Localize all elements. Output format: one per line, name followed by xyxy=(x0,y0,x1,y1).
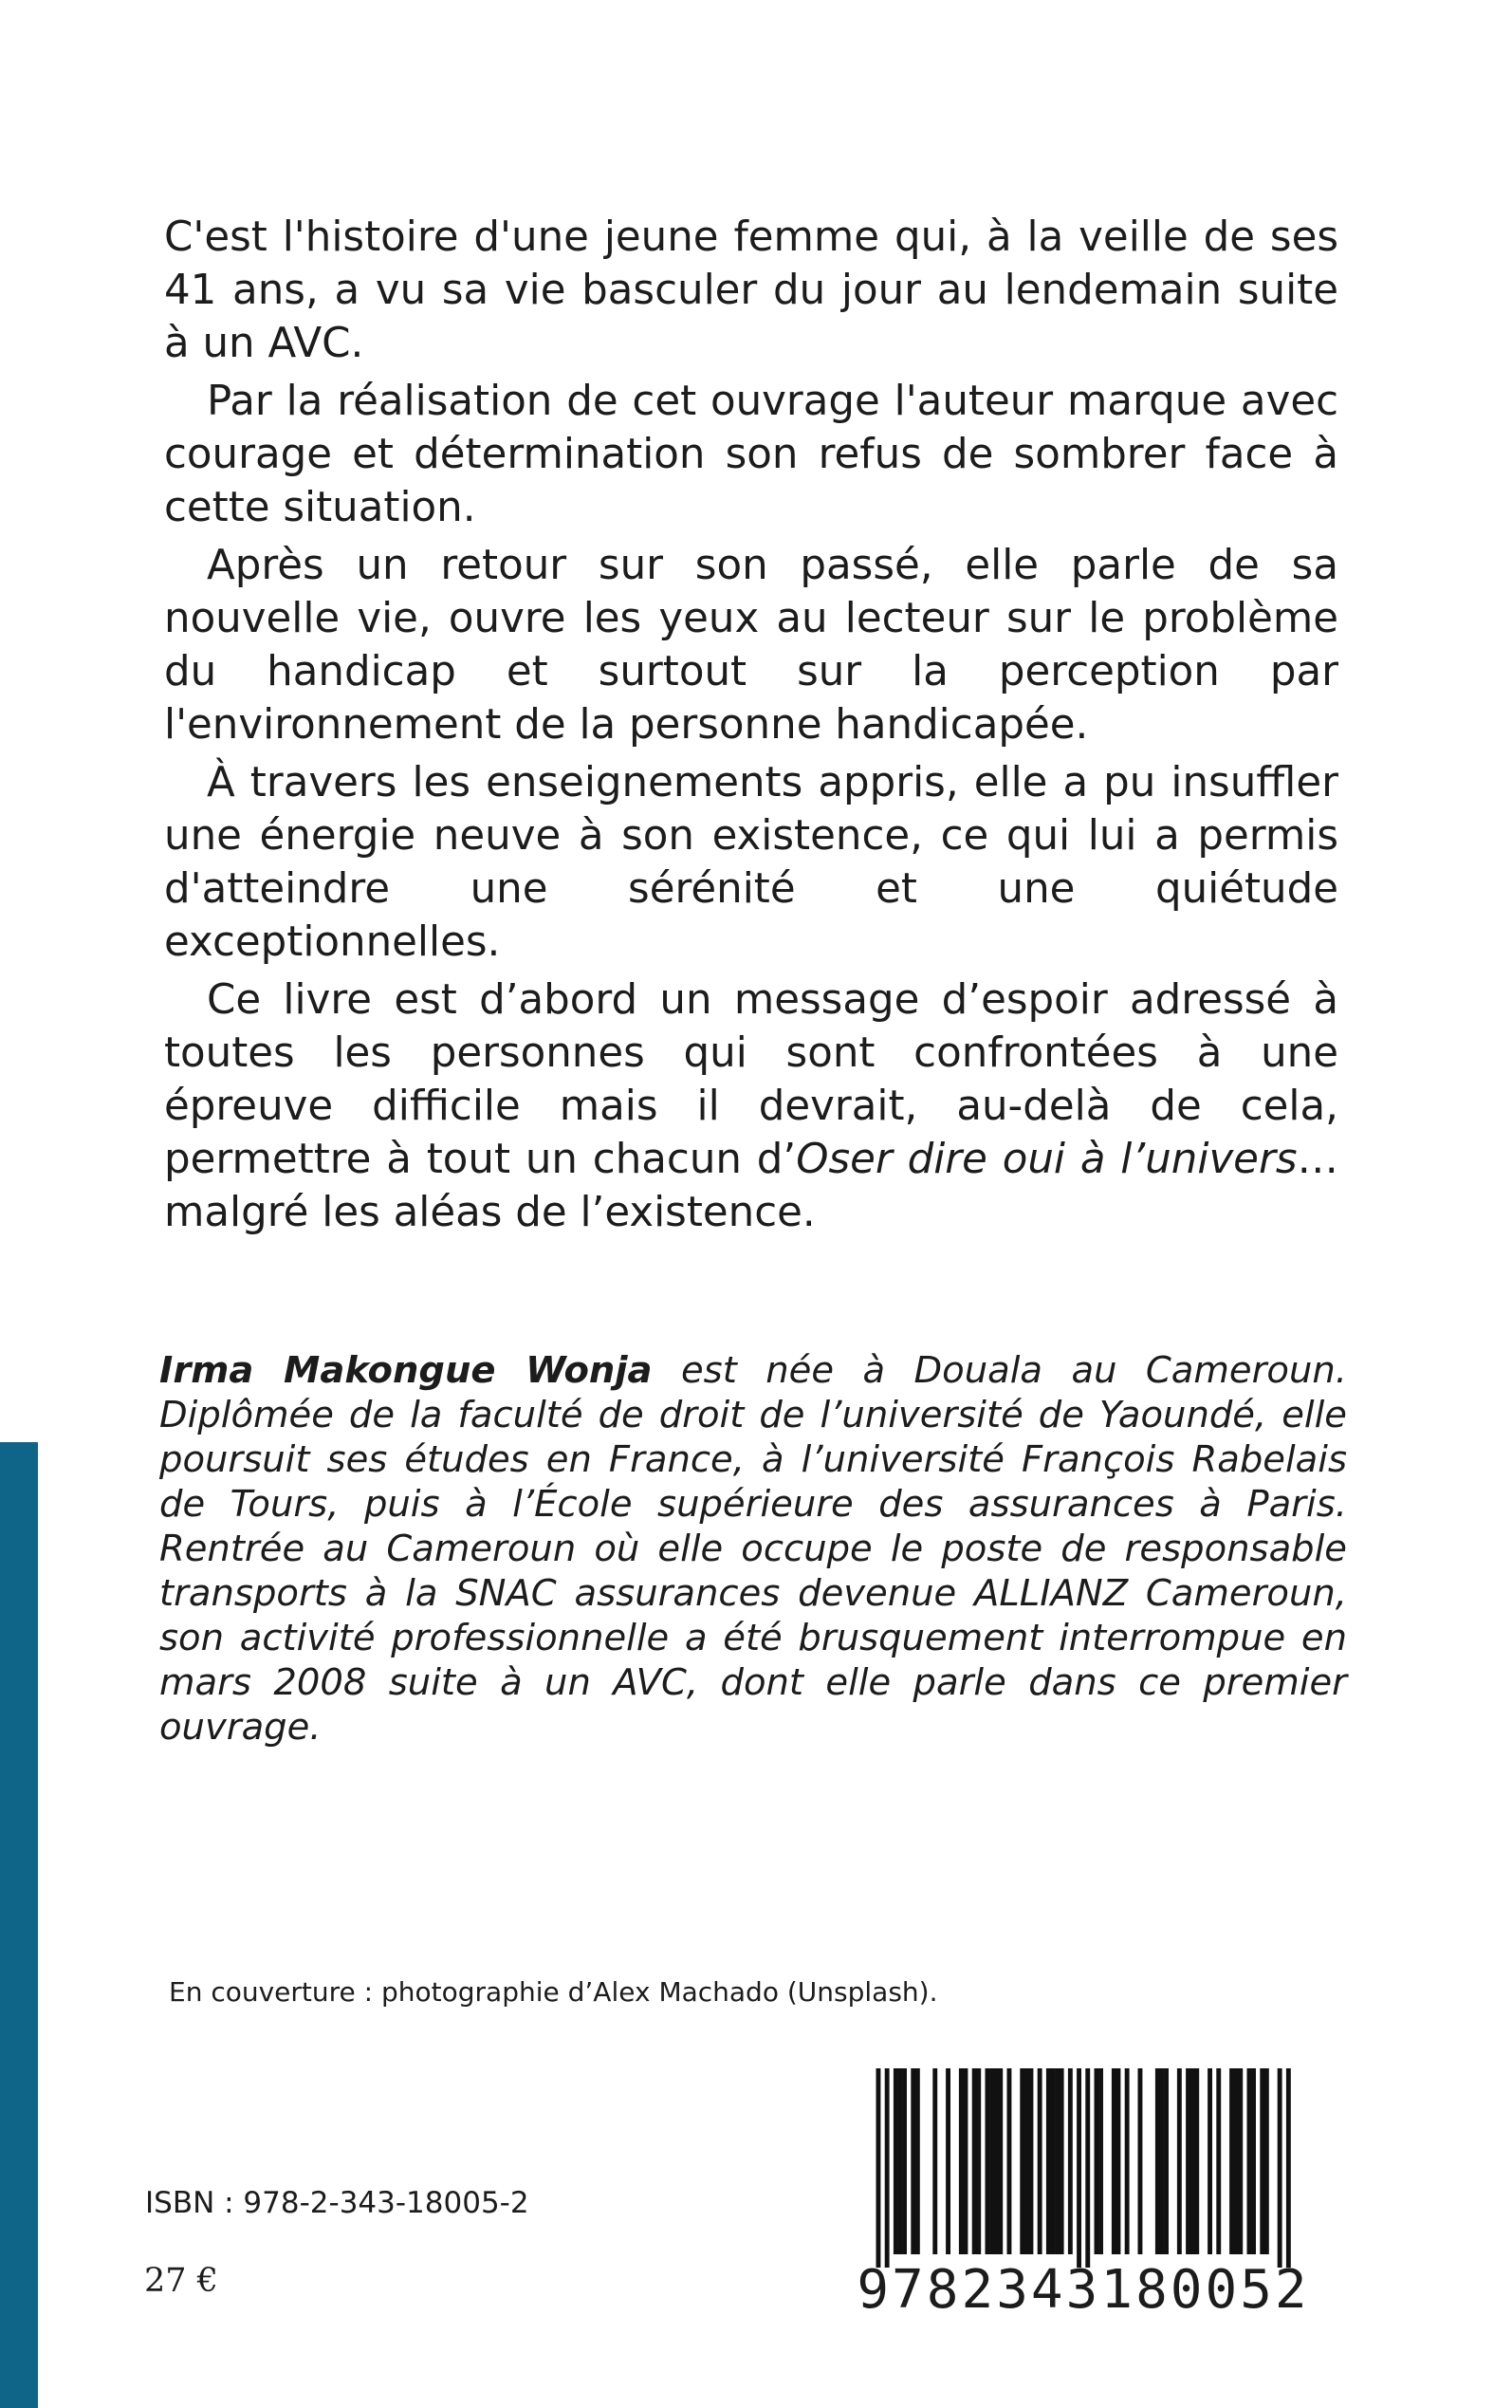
barcode-bar xyxy=(1060,2068,1064,2254)
barcode-bar xyxy=(1098,2068,1103,2254)
author-bio-paragraph xyxy=(159,1348,1347,1750)
barcode-bar xyxy=(1177,2068,1182,2254)
barcode-bar xyxy=(1077,2068,1081,2268)
blurb-paragraph-4: À travers les enseignements appris, elle a pu insuffler une énergie neuve à son existence, ce qui lui a permis d'atteindre une sérénité et une quiétude exceptionnelles. xyxy=(164,759,1338,966)
blurb-p5-ending: … malgré les aléas de l’existence. xyxy=(164,1136,1338,1236)
barcode-bar xyxy=(959,2068,964,2254)
barcode-bar xyxy=(1155,2068,1160,2254)
barcode-bar xyxy=(1024,2068,1029,2254)
barcode-bar xyxy=(989,2068,994,2254)
barcode-bar xyxy=(911,2068,915,2254)
isbn-label: ISBN : 978-2-343-18005-2 xyxy=(145,2186,529,2220)
barcode-bar xyxy=(994,2068,999,2254)
barcode-bar xyxy=(1251,2068,1256,2254)
barcode-bar xyxy=(932,2068,937,2254)
barcode-bar xyxy=(1138,2068,1143,2254)
author-bio-text: est née à Douala au Cameroun. Diplômée de la faculté de droit de l’université de Yaoundé, elle poursuit ses études en France, à l’université François Rabelais de Tours, puis à l’École supérieure des assurances à Paris. Rentrée au Cameroun où elle occupe le poste de responsable transports à la SNAC assurances devenue ALLIANZ Cameroun, son activité professionnelle a été brusquement interrompue en mars 2008 suite à un AVC, dont elle parle dans ce premier ouvrage. xyxy=(159,1349,1348,1749)
barcode-bar xyxy=(915,2068,920,2254)
cover-photo-credit: En couverture : photographie d’Alex Machado (Unsplash). xyxy=(169,1976,938,2008)
barcode-bar xyxy=(1020,2068,1024,2254)
blurb-paragraph-3: Après un retour sur son passé, elle parle de sa nouvelle vie, ouvre les yeux au lecteur sur le problème du handicap et surtout sur la perception par l'environnement de la personne handicapée. xyxy=(164,542,1338,749)
price-label: 27 € xyxy=(144,2262,218,2300)
barcode-bars xyxy=(854,2065,1313,2268)
barcode-bar xyxy=(1029,2068,1034,2254)
barcode-bar xyxy=(894,2068,898,2254)
barcode-bar xyxy=(1190,2068,1195,2254)
barcode-bar xyxy=(1046,2068,1051,2254)
barcode-bar xyxy=(1085,2068,1090,2268)
book-blurb xyxy=(164,211,1338,1244)
barcode-bar xyxy=(946,2068,950,2254)
barcode-bar xyxy=(1286,2068,1291,2268)
barcode-bar xyxy=(1125,2068,1130,2254)
barcode-bar xyxy=(1208,2068,1212,2254)
barcode-bar xyxy=(1068,2068,1073,2254)
barcode-bar xyxy=(1038,2068,1042,2254)
barcode-bar xyxy=(1007,2068,1012,2254)
barcode-bar xyxy=(986,2068,990,2254)
blurb-p5-text: Ce livre est d’abord un message d’espoir adressé à toutes les personnes qui sont confrontées à une épreuve difficile mais il devrait, au-delà de cela, permettre à tout un chacun d’ xyxy=(164,976,1338,1183)
barcode-bar xyxy=(976,2068,981,2254)
barcode-bar xyxy=(1095,2068,1099,2254)
barcode-bar xyxy=(1264,2068,1269,2254)
barcode-bar xyxy=(885,2068,890,2268)
side-color-bar xyxy=(0,1442,38,2408)
barcode-bar xyxy=(1055,2068,1060,2254)
barcode-bar xyxy=(1112,2068,1116,2254)
barcode-bar xyxy=(876,2068,881,2268)
barcode-bar xyxy=(1216,2068,1221,2254)
blurb-paragraph-5 xyxy=(164,973,1338,1239)
author-bio xyxy=(159,1348,1347,1750)
barcode-bar xyxy=(998,2068,1003,2254)
blurb-paragraph-1: C'est l'histoire d'une jeune femme qui, à la veille de ses 41 ans, a vu sa vie basculer du jour au lendemain suite à un AVC. xyxy=(164,213,1338,367)
barcode-bar xyxy=(902,2068,907,2254)
barcode-bar xyxy=(1164,2068,1169,2254)
barcode-bar xyxy=(972,2068,977,2254)
blurb-paragraph-2: Par la réalisation de cet ouvrage l'auteur marque avec courage et détermination son refus de sombrer face à cette situation. xyxy=(164,378,1338,531)
barcode-digits: 9782343180052 xyxy=(857,2259,1310,2321)
barcode-bar xyxy=(1186,2068,1190,2254)
barcode xyxy=(854,2065,1313,2319)
barcode-bar xyxy=(964,2068,968,2254)
book-title-mention: Oser dire oui à l’univers xyxy=(796,1136,1298,1183)
barcode-bar xyxy=(1116,2068,1121,2254)
barcode-bar xyxy=(1238,2068,1243,2254)
barcode-bar xyxy=(1234,2068,1239,2254)
barcode-bar xyxy=(1247,2068,1252,2254)
barcode-bar xyxy=(1194,2068,1199,2254)
barcode-bar xyxy=(1160,2068,1165,2254)
barcode-bar xyxy=(1229,2068,1234,2254)
author-name: Irma Makongue Wonja xyxy=(159,1349,653,1392)
barcode-bar xyxy=(1278,2068,1282,2268)
barcode-bar xyxy=(1260,2068,1264,2254)
barcode-bar xyxy=(898,2068,903,2254)
barcode-bar xyxy=(1051,2068,1056,2254)
